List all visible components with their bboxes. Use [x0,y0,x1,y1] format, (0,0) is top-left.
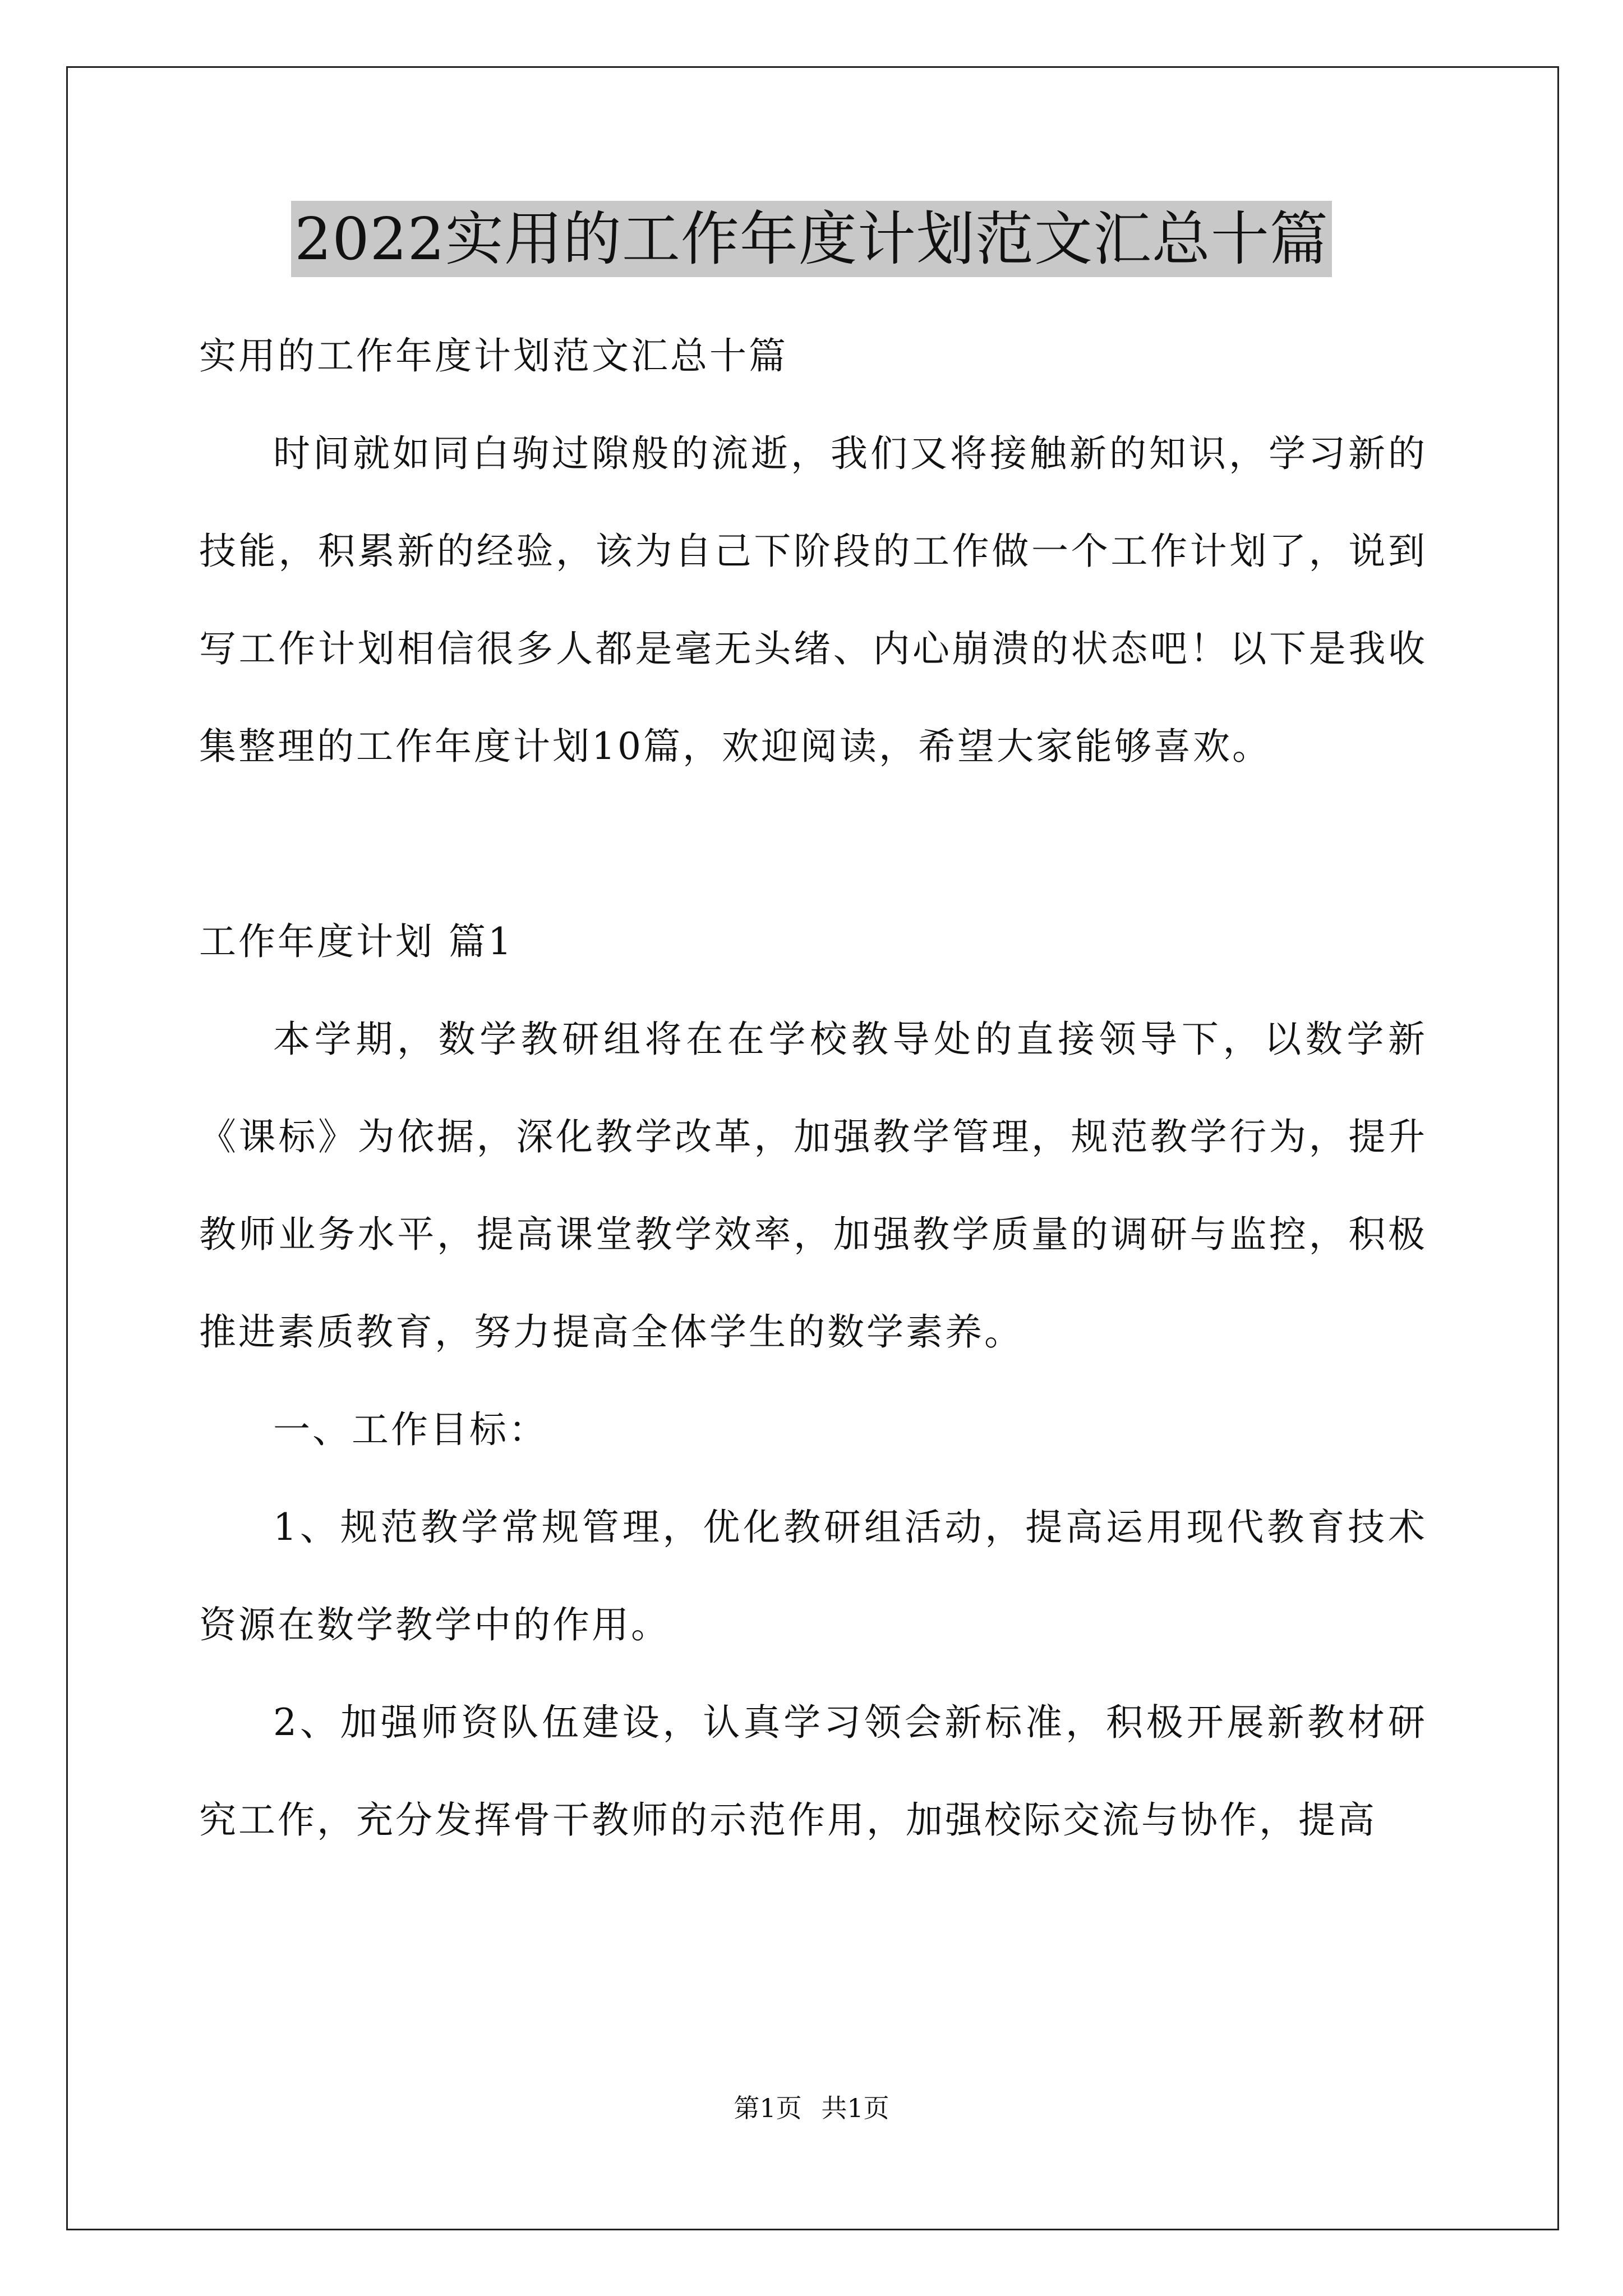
section-paragraph: 2、加强师资队伍建设，认真学习领会新标准，积极开展新教材研究工作，充分发挥骨干教师的示范作用，加强校际交流与协作，提高 [199,1701,1427,1842]
document-title: 2022实用的工作年度计划范文汇总十篇 [291,201,1332,277]
document-subtitle: 实用的工作年度计划范文汇总十篇 [199,334,788,378]
document-body [199,307,1427,1869]
paragraph-gap [199,795,1427,893]
section-paragraph: 1、规范教学常规管理，优化教研组活动，提高运用现代教育技术资源在数学教学中的作用。 [199,1506,1427,1646]
page-footer [0,2091,1623,2125]
page-number-current: 第1页 [734,2093,802,2123]
page-number-total: 共1页 [821,2093,889,2123]
title-area [0,201,1623,277]
section-heading: 工作年度计划 篇1 [199,920,514,963]
section-paragraph: 本学期，数学教研组将在在学校教导处的直接领导下，以数学新《课标》为依据，深化教学改革，加强教学管理，规范教学行为，提升教师业务水平，提高课堂教学效率，加强教学质量的调研与监控，积极推进素质教育，努力提高全体学生的数学素养。 [199,1018,1427,1354]
intro-paragraph: 时间就如同白驹过隙般的流逝，我们又将接触新的知识，学习新的技能，积累新的经验，该为自己下阶段的工作做一个工作计划了，说到写工作计划相信很多人都是毫无头绪、内心崩溃的状态吧！以下是我收集整理的工作年度计划10篇，欢迎阅读，希望大家能够喜欢。 [199,432,1427,768]
section-paragraph: 一、工作目标： [273,1408,548,1451]
